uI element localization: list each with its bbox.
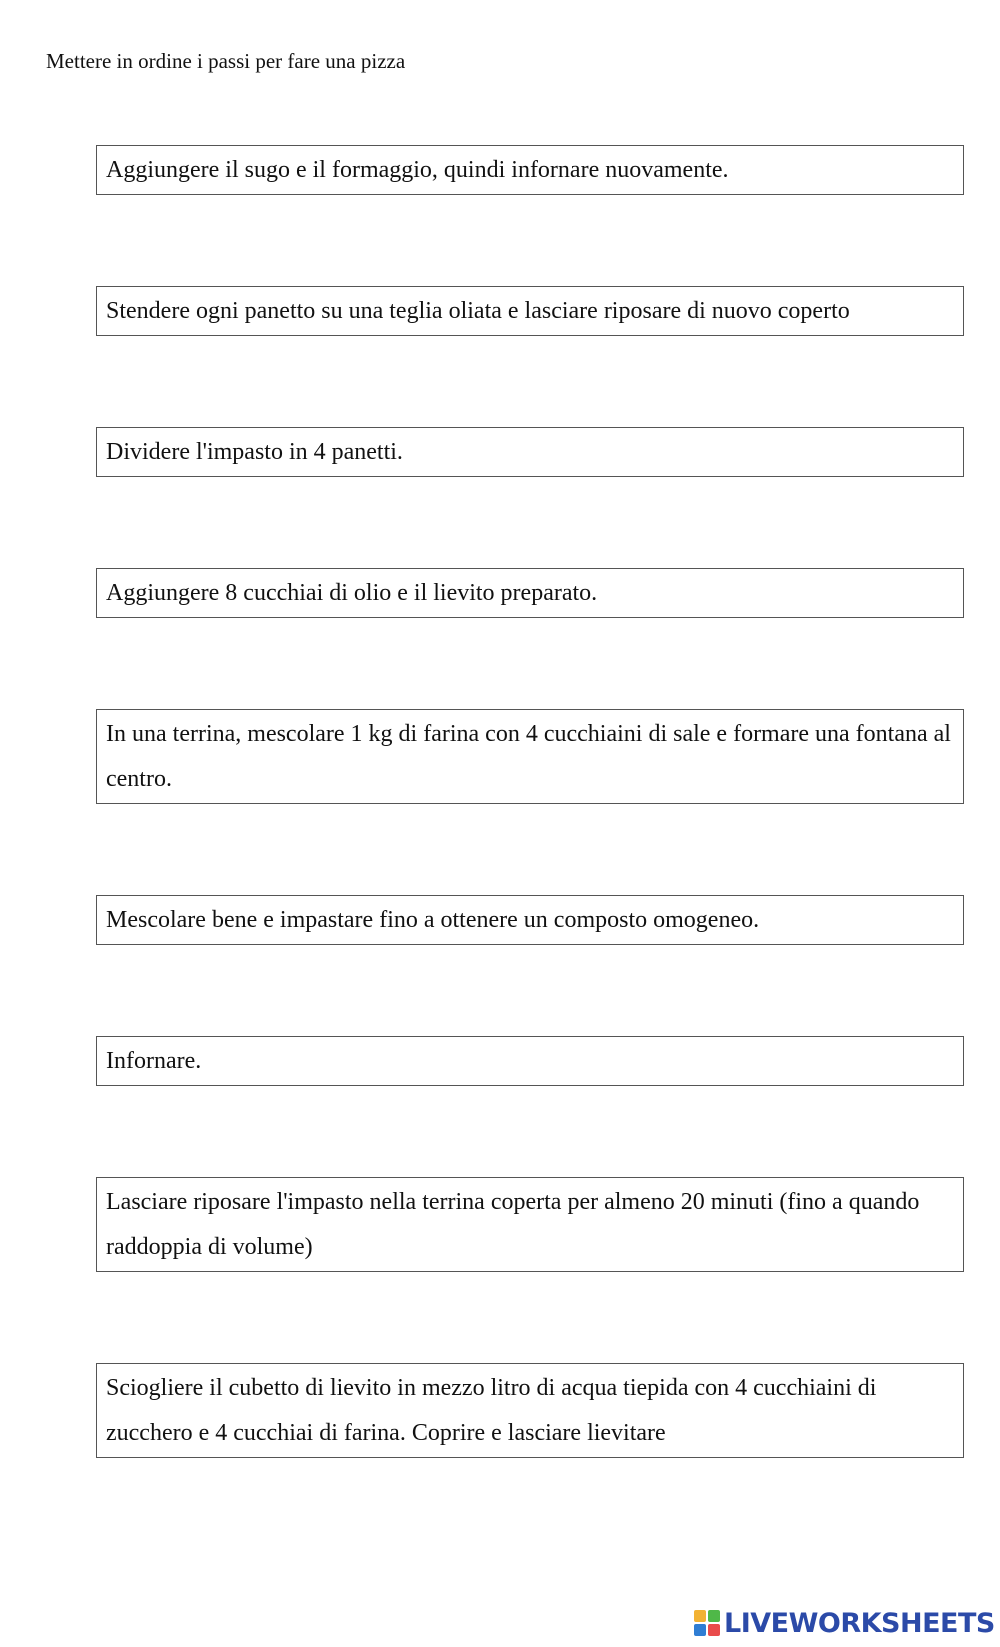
step-card-4[interactable]: Aggiungere 8 cucchiai di olio e il lievito preparato. [96, 568, 964, 618]
logo-square-4 [708, 1624, 720, 1636]
step-card-3[interactable]: Dividere l'impasto in 4 panetti. [96, 427, 964, 477]
step-card-2[interactable]: Stendere ogni panetto su una teglia oliata e lasciare riposare di nuovo coperto [96, 286, 964, 336]
logo-square-3 [694, 1624, 706, 1636]
step-card-8[interactable]: Lasciare riposare l'impasto nella terrina coperta per almeno 20 minuti (fino a quando raddoppia di volume) [96, 1177, 964, 1272]
liveworksheets-logo [694, 1605, 995, 1641]
step-card-7[interactable]: Infornare. [96, 1036, 964, 1086]
step-card-6[interactable]: Mescolare bene e impastare fino a ottenere un composto omogeneo. [96, 895, 964, 945]
liveworksheets-logo-text: LIVEWORKSHEETS [724, 1607, 995, 1639]
step-card-9[interactable]: Sciogliere il cubetto di lievito in mezzo litro di acqua tiepida con 4 cucchiaini di zucchero e 4 cucchiai di farina. Coprire e lasciare lievitare [96, 1363, 964, 1458]
logo-square-1 [694, 1610, 706, 1622]
page-title: Mettere in ordine i passi per fare una pizza [46, 49, 406, 73]
step-card-1[interactable]: Aggiungere il sugo e il formaggio, quindi infornare nuovamente. [96, 145, 964, 195]
step-card-5[interactable]: In una terrina, mescolare 1 kg di farina con 4 cucchiaini di sale e formare una fontana al centro. [96, 709, 964, 804]
logo-square-2 [708, 1610, 720, 1622]
liveworksheets-logo-icon [694, 1610, 720, 1636]
